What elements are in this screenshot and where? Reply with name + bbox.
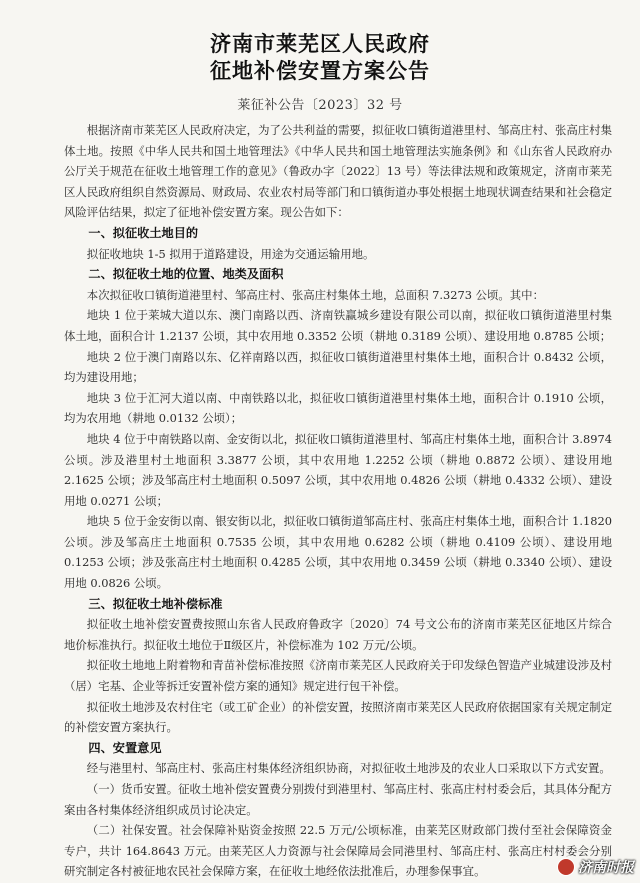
body-paragraph: 经与港里村、邹高庄村、张高庄村集体经济组织协商，对拟征收土地涉及的农业人口采取以下方式安置。 <box>86 761 611 776</box>
body-paragraph: （一）货币安置。征收土地补偿安置费分别拨付到港里村、邹高庄村、张高庄村村委会后，其具体分配方案由各村集体经济组织成员讨论决定。 <box>64 782 612 817</box>
body-paragraph: 拟征收土地补偿安置费按照山东省人民政府鲁政字〔2020〕74 号文公布的济南市莱芜区征地区片综合地价标准执行。拟征收土地位于Ⅱ级区片，补偿标准为 102 万元/公顷。 <box>64 617 612 652</box>
body-paragraph: 拟征收土地涉及农村住宅（或工矿企业）的补偿安置，按照济南市莱芜区人民政府依据国家有关规定制定的补偿安置方案执行。 <box>64 699 612 735</box>
body-paragraph: 地块 1 位于莱城大道以东、澳门南路以西、济南铁赢城乡建设有限公司以南，拟征收口镇街道港里村集体土地，面积合计 1.2137 公顷，其中农用地 0.3352 公顷（耕地 0.3189 公顷）、建设用地 0.8785 公顷； <box>64 308 612 343</box>
body-paragraph: 地块 3 位于汇河大道以南、中南铁路以北，拟征收口镇街道港里村集体土地，面积合计 0.1910 公顷，均为农用地（耕地 0.0132 公顷）； <box>64 390 612 426</box>
body-paragraph: 地块 4 位于中南铁路以南、金安街以北，拟征收口镇街道港里村、邹高庄村集体土地，面积合计 3.8974 公顷。涉及港里村土地面积 3.3877 公顷，其中农用地 1.2252 公顷（耕地 0.8872 公顷）、建设用地 2.1625 公顷；涉及邹高庄村土地面积 0.5097 公顷，其中农用地 0.4826 公顷（耕地 0.4332 公顷）、建设用地 0.0271 公顷； <box>64 431 612 508</box>
body-paragraph: 地块 5 位于金安街以南、银安街以北，拟征收口镇街道邹高庄村、张高庄村集体土地，面积合计 1.1820 公顷。涉及邹高庄土地面积 0.7535 公顷，其中农用地 0.6282 公顷（耕地 0.4109 公顷）、建设用地 0.1253 公顷；涉及张高庄村土地面积 0.4285 公顷，其中农用地 0.3459 公顷（耕地 0.3340 公顷）、建设用地 0.0826 公顷。 <box>64 514 612 591</box>
body-paragraph: 地块 2 位于澳门南路以东、亿祥南路以西，拟征收口镇街道港里村集体土地，面积合计 0.8432 公顷，均为建设用地； <box>64 349 612 385</box>
section-heading: 二、拟征收土地的位置、地类及面积 <box>88 267 284 282</box>
watermark-logo-icon <box>557 858 575 876</box>
body-paragraph: 拟征收地块 1-5 拟用于道路建设，用途为交通运输用地。 <box>86 246 375 261</box>
document-title-line1: 济南市莱芜区人民政府 <box>210 32 430 56</box>
section-heading: 一、拟征收土地目的 <box>88 225 199 240</box>
body-paragraph: 本次拟征收口镇街道港里村、邹高庄村、张高庄村集体土地，总面积 7.3273 公顷。其中： <box>86 287 544 302</box>
body-paragraph: （二）社保安置。社会保障补贴资金按照 22.5 万元/公顷标准，由莱芜区财政部门拨付至社会保障资金专户，共计 164.8643 万元。由莱芜区人力资源与社会保障局会同港里村、邹高庄村、张高庄村村委会分别研究制定各村被征地农民社会保障方案，在征收土地经依法批准后，办理参保事宜。 <box>64 823 612 879</box>
section-heading: 四、安置意见 <box>88 740 162 755</box>
document-body <box>64 120 612 882</box>
document-number: 莱征补公告〔2023〕32 号 <box>237 98 403 113</box>
document-title-line2: 征地补偿安置方案公告 <box>210 59 430 83</box>
body-paragraph: 拟征收土地地上附着物和青苗补偿标准按照《济南市莱芜区人民政府关于印发绿色智造产业城建设涉及村（居）宅基、企业等拆迁安置补偿方案的通知》规定进行包干补偿。 <box>64 658 612 694</box>
watermark-text: 济南时报 <box>578 860 634 876</box>
watermark <box>557 857 634 877</box>
section-heading: 三、拟征收土地补偿标准 <box>88 596 223 611</box>
body-paragraph: 根据济南市莱芜区人民政府决定，为了公共利益的需要，拟征收口镇街道港里村、邹高庄村、张高庄村集体土地。按照《中华人民共和国土地管理法》《中华人民共和国土地管理法实施条例》和《山东省人民政府办公厅关于规范在征收土地管理工作的意见》（鲁政办字〔2022〕13 号）等法律法规和政策规定，济南市莱芜区人民政府组织自然资源局、财政局、农业农村局等部门和口镇街道办事处根据土地现状调查结果和社会稳定风险评估结果，拟定了征地补偿安置方案。现公告如下： <box>64 123 612 220</box>
